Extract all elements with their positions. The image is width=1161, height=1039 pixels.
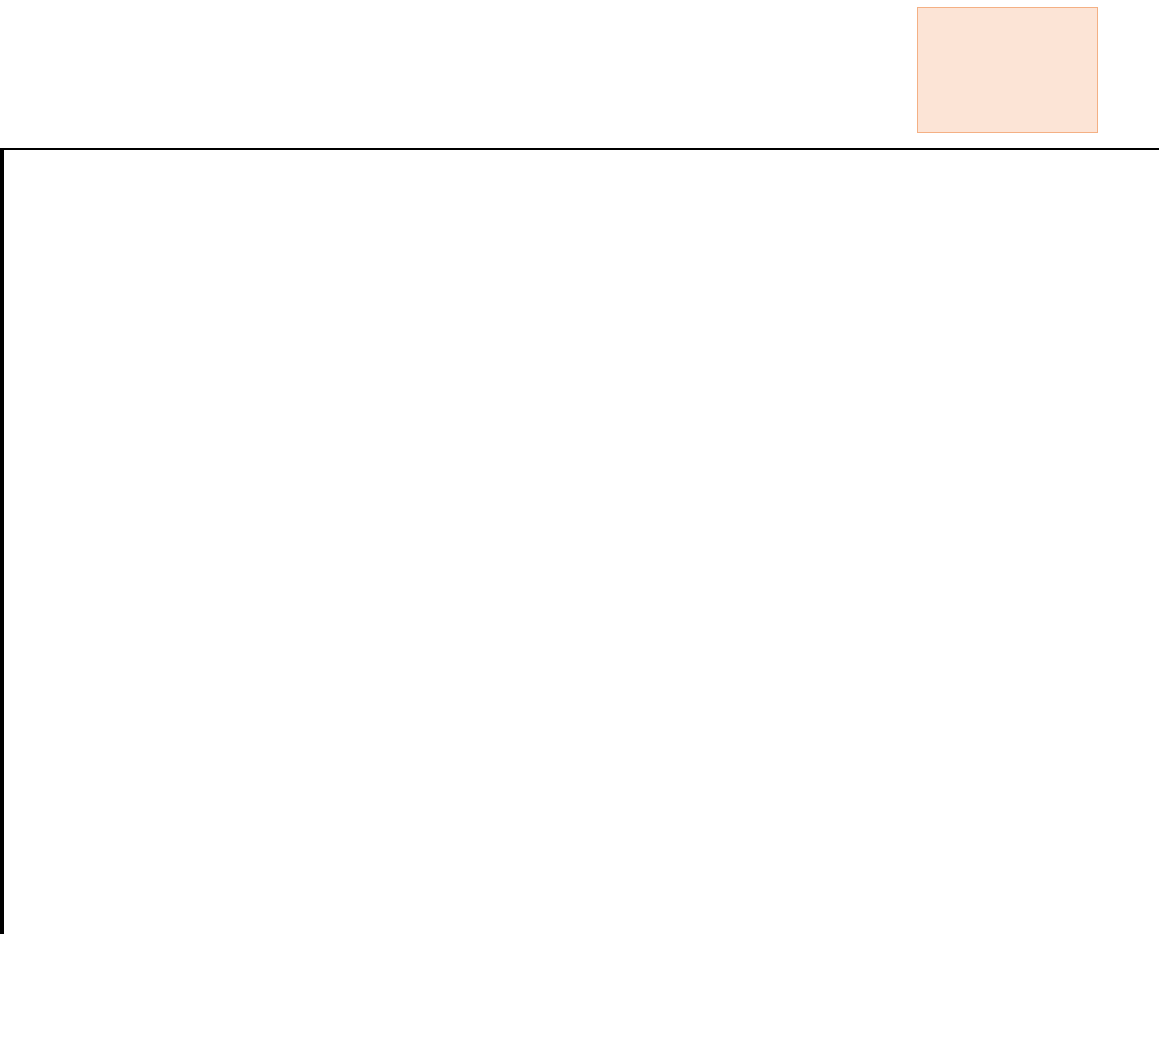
legend-item-busy <box>928 96 1093 132</box>
legend <box>917 7 1098 133</box>
calendar-grid <box>0 148 1159 934</box>
legend-item-empty <box>928 18 1093 54</box>
legend-item-medium <box>928 60 1093 96</box>
